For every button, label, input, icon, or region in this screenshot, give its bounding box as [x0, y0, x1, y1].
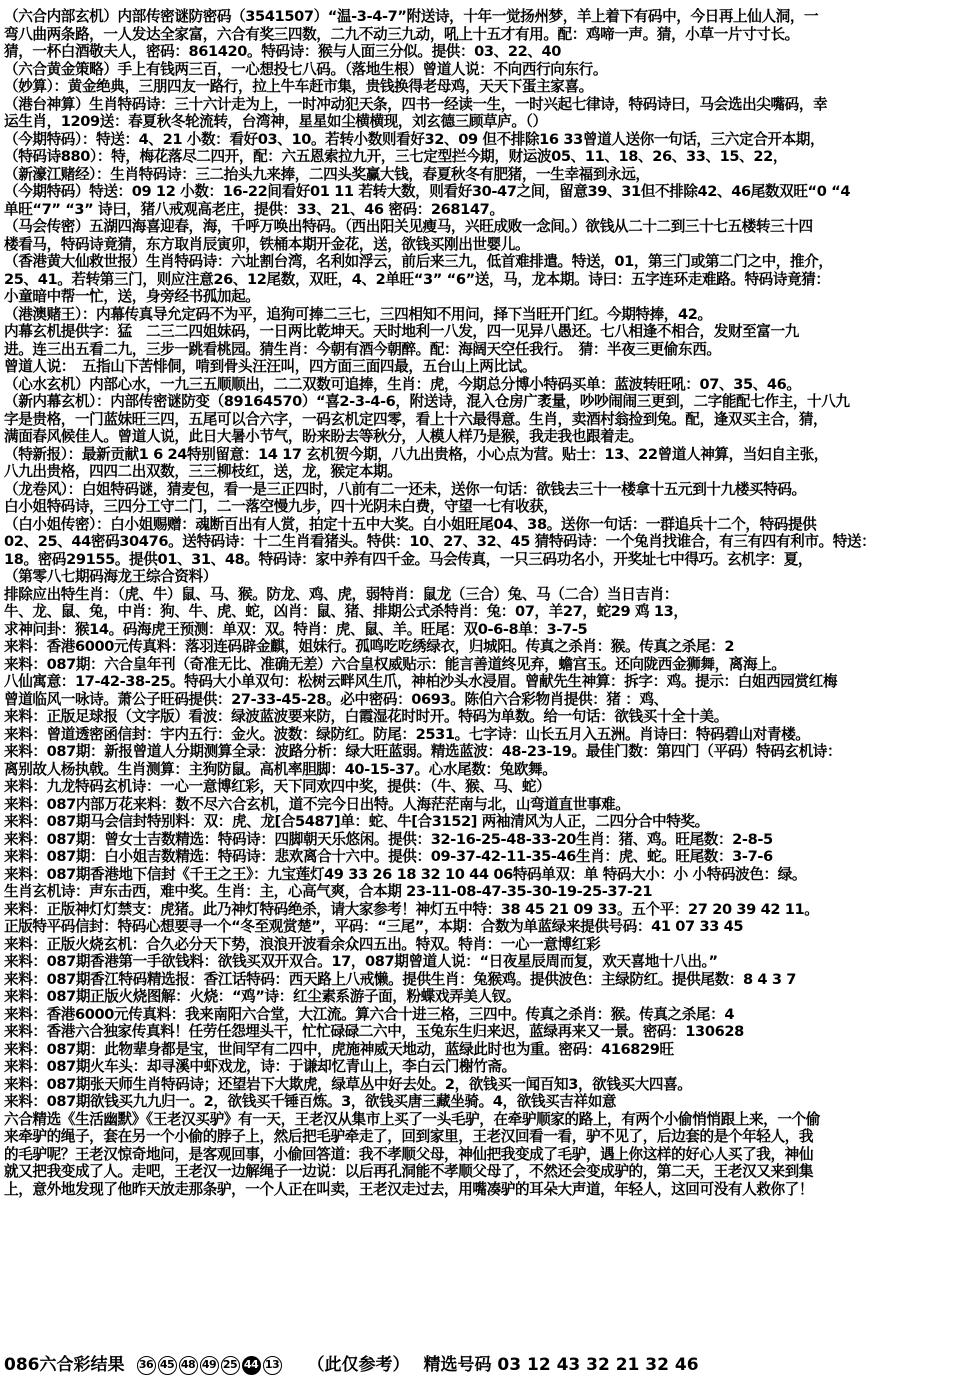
reference-note: （此仅参考）: [307, 1355, 410, 1375]
text-line: 25、41。若转第三门，则应注意26、12尾数，双旺，4、2单旺“3” “6”送，马，龙本期。诗曰：五字连环走难路。特码诗竟猜：: [4, 270, 830, 288]
text-line: （妙算）：黄金绝典，三朋四友一路行，拉上牛车赶市集，贵钱换得老母鸡，天天下蛋主家喜。: [4, 78, 593, 95]
text-line: 来料：087期马会信封特别料：双：虎、龙[合5487]单：蛇、牛[合3152] 两袖清风为人正，二四分合中特奖。: [4, 813, 709, 830]
result-label: 086六合彩结果: [4, 1355, 125, 1375]
text-line: 来料：香港6000元传真料：落羽连码辟金麒，姐妹行。孤鸣吃吃绣绿衣，归城阳。传真之杀肖：猴。传真之杀尾：2: [4, 638, 735, 655]
result-ball: 48: [179, 1356, 198, 1375]
text-line: 曾道临风一咏诗。萧公子旺码提供：27-33-45-28。必中密码：0693。陈伯六合彩物肖提供：猪 ：鸡、: [4, 690, 668, 708]
result-balls: [137, 1356, 282, 1375]
result-ball: 25: [221, 1356, 240, 1375]
text-line: 就又把我变成了人。走吧，王老汉一边解绳子一边说：以后再孔洞能不孝顺父母了，不然还会变成驴的，第二天，王老汉又来到集: [4, 1163, 814, 1180]
text-line: 来料：087期欲钱买九九归一。2，欲钱买千锤百炼。3，欲钱买唐三藏坐骑。4，欲钱买吉祥如意: [4, 1093, 617, 1110]
text-line: 离别故人杨执戟。生肖测算：主狗防鼠。高机率胆脚：40-15-37。心水尾数：兔欧舞。: [4, 760, 557, 778]
text-line: （白小姐传密）：白小姐赐赠：魂断百出有人赏，拍定十五中大奖。白小姐旺尾04、38。送你一句话：一群追兵十二个，特码提供: [4, 515, 817, 533]
text-line: 六合精选《生活幽默》《王老汉买驴》有一天，王老汉从集市上买了一头毛驴，在牵驴顺家的路上，有两个小偷悄悄跟上来，一个偷: [4, 1110, 820, 1128]
result-ball: 49: [200, 1356, 219, 1375]
text-line: （新濠江赌经）：生肖特码诗：三二抬头九来捧，二四头奖赢大钱，春夏秋冬有肥猪，一生幸福到永远，: [4, 165, 650, 183]
text-line: 的毛驴呢？王老汉惊奇地问，是客观回事，小偷回答道：我不孝顺父母，神仙把我变成了毛驴，遇上你这样的好心人买了我，神仙: [4, 1145, 814, 1163]
text-line: 牛、龙、鼠、兔，中肖：狗、牛、虎、蛇，凶肖：鼠、猪、排期公式杀特肖：兔：07，羊27，蛇29 鸡 13，: [4, 603, 688, 620]
text-line: 内幕玄机提供字：猛 二三二四姐妹码，一日两比乾坤天。天时地利一八发，四一见异八愚还。七八相逢不相合，发财至富一九: [4, 323, 799, 340]
text-line: 来料：九龙特码玄机诗：一心一意博红彩，天下同欢四中奖，提供：（牛、猴、马、蛇）: [4, 778, 551, 795]
text-line: 来料：087内部万花来料：数不尽六合玄机，道不完今日出特。人海茫茫南与北，山弯道直世事难。: [4, 795, 630, 813]
text-line: （港澳赌王）：内幕传真导允定码不为平，追狗可捧二三七，三四相知不用问，择下当旺开门红。今期特捧，42。: [4, 305, 712, 323]
text-line: 八九出贵格，四四二出双数，三三柳枝红，送，龙，猴定本期。: [4, 463, 402, 480]
text-line: 来料：087期香港地下信封《千王之王》：九宝莲灯49 33 26 18 32 10 44 06特码单双：单 特码大小：小 小特码波色：绿。: [4, 865, 807, 883]
text-line: （今期特码）特送：09 12 小数：16-22间看好01 11 若转大数，则看好30-47之间，留意39、31但不排除42、46尾数双旺“0 “4: [4, 183, 851, 200]
text-line: 来料：087期香港第一手欲钱料：欲钱买双开双合。17，087期曾道人说：“日夜星辰周而复，欢天喜地十八出。”: [4, 953, 718, 970]
text-line: 来料：香港6000元传真料：我来南阳六合堂，大江流。算六合十进三格，三四中。传真之杀肖：猴。传真之杀尾：4: [4, 1005, 735, 1023]
result-ball: 36: [137, 1356, 156, 1375]
text-line: 猜，一杯白酒敬夫人，密码：861420。特码诗：猴与人面三分似。提供：03、22、40: [4, 43, 562, 60]
text-line: （六合内部玄机）内部传密谜防密码（3541507）“温-3-4-7”附送诗，十年一觉扬州梦，羊上着下有码中，今日再上仙人洞，一: [4, 8, 819, 25]
text-line: 曾道人说： 五指山下苦悱侗，啃到骨头汪汪叫，四方面三面四最，五台山上两比试。: [4, 358, 537, 375]
text-line: 来料：087期香江特码精选报：香江话特码：西天路上八戒懒。提供生肖：兔猴鸡。提供波色：主绿防红。提供尾数：8 4 3 7: [4, 970, 797, 988]
text-line: 来料：087期张天师生肖特码诗；还望岩下大欺虎，绿草丛中好去处。2，欲钱买一闻百知3，欲钱买大四喜。: [4, 1075, 692, 1093]
text-line: 单旺“7” “3” 诗曰，猪八戒观高老庄，提供：33、21、46 密码：268147。: [4, 200, 504, 218]
text-line: 进。连三出五看二九，三步一跳看桃园。猜生肖：今朝有酒今朝醉。配：海阔天空任我行。 猜：半夜三更偷东西。: [4, 340, 721, 358]
text-line: （特新报）：最新贡献1 6 24特别留意：14 17 玄机贺今期，八九出贵格，小心点为营。贴士：13、22曾道人神算，当妇自主张，: [4, 445, 828, 463]
text-line: 运生肖，1209送：春夏秋冬轮流转，台湾神，星星如尘横横现，刘玄德三顾草庐。（）: [4, 113, 547, 130]
result-ball: 45: [158, 1356, 177, 1375]
text-line: （今期特码）：特送：4、21 小数：看好03、10。若转小数则看好32、09 但不排除16 33曾道人送你一句话，三六定合开本期，: [4, 130, 825, 148]
text-line: 来料：正版火烧玄机：合久必分天下势，浪浪开波看余众四五出。特双。特肖：一心一意博红彩: [4, 935, 601, 953]
text-line: 来料：曾道透密函信封：宇内五行：金火。波数：绿防红。防尾：2531。七字诗：山长五月入五洲。肖诗曰：特码碧山对青楼。: [4, 725, 810, 743]
text-line: 来料：087期：此物辈身都是宝，世间罕有二四中，虎施神威天地动，蓝绿此时也为重。密码：416829旺: [4, 1040, 674, 1058]
text-line: 18。密码29155。提供01、31、48。特码诗：家中养有四千金。马会传真，一只三码功名小，开奖址七中得巧。玄机字：夏，: [4, 550, 813, 568]
text-line: 求神问卦：猴14。码海虎王预测：单双：双。特肖：虎、鼠、羊。旺尾：双0-6-8单：3-7-5: [4, 620, 588, 638]
text-line: 来料：087期：曾女士吉数精选：特码诗：四脚朝天乐悠闲。提供：32-16-25-48-33-20生肖：猪、鸡。旺尾数：2-8-5: [4, 830, 773, 848]
selected-numbers: 精选号码 03 12 43 32 21 32 46: [423, 1355, 699, 1375]
text-line: （特码诗880）：特，梅花落尽二四开，配：六五恩索拉九开，三七定型拦今期，财运波05、11、18、26、33、15、22，: [4, 148, 788, 165]
text-line: 来料：087期火车头：却寻溪中虾戏龙，诗：于谦却忆青山上，李白云门榭竹斋。: [4, 1058, 516, 1075]
text-line: 八仙寓意：17-42-38-25。特码大小单双句：松树云畔风生爪，神柏沙头水浸眉。曾献先生神算：拆字：鸡。提示：白姐西园赏红梅: [4, 673, 838, 690]
text-line: 来料：正版神灯灯禁支：虎猪。此乃神灯特码绝杀，请大家参考！神灯五中特：38 45 21 09 33。五个平：27 20 39 42 11。: [4, 900, 819, 918]
text-line: （马会传密）五湖四海喜迎春，海，千呼万唤出特码。（西出阳关见瘦马，兴旺成败一念间。）欲钱从二十二到三十七五楼转三十四: [4, 218, 813, 235]
text-line: 02、25、44密码30476。送特码诗：十二生肖看猪头。特供：10、27、32、45 猜特码诗：一个兔肖找谁合，有三有四有利市。特送：: [4, 533, 876, 550]
result-footer: [4, 1352, 972, 1378]
text-line: 生肖玄机诗：声东击西，难中奖。生肖：主，心高气爽，合本期 23-11-08-47-35-30-19-25-37-21: [4, 883, 653, 900]
text-line: （港台神算）生肖特码诗：三十六计走为上，一时冲动犯天条，四书一经读一生，一时兴起七律诗，特码诗曰，马会选出尖嘴码，幸: [4, 95, 828, 113]
text-line: 正版特平码信封：特码心想要寻一个“冬至观赏楚”，平码：“三尾”，本期：合数为单蓝绿来提供号码：41 07 33 45: [4, 918, 744, 935]
text-line: 白小姐特码诗，三四分工守二门，二一落空慢九步，四十光阴未白费，守望一七有收获，: [4, 498, 558, 515]
text-line: 来料：087期：六合皇年刊（奇准无比、准确无差）六合皇权威贴示：能言善道终见弃，蟾宫玉。还向陇西金狮舞，离海上。: [4, 655, 786, 673]
text-line: 小童暗中帮一忙，送，身旁经书孤加起。: [4, 288, 260, 305]
text-line: （六合黄金策略）手上有钱两三百，一心想投七八码。（落地生根）曾道人说：不向西行向东行。: [4, 60, 608, 78]
text-line: 来牵驴的绳子，套在另一个小偷的脖子上，然后把毛驴牵走了，回到家里，王老汉回看一看，驴不见了，后边套的是个年轻人，我: [4, 1128, 814, 1145]
text-line: 字是贵格，一门蓝妹旺三四，五尾可以合六字，一码玄机定四零，看上十六最得意。生肖，卖酒村翁捡到兔。配，逢双买主合，猜，: [4, 410, 828, 428]
text-line: 弯八曲两条路，一人发达全家富，六合有奖三四数，二九不动三九动，吼上十五才有用。配：鸡啼一声。猜，小草一片寸寸长。: [4, 25, 799, 43]
text-line: （香港黄大仙救世报）生肖特码诗：六址割台湾，名利如浮云，前后来三九，低首难排遣。特送，01，第三门或第二门之中，推介，: [4, 253, 833, 270]
text-line: 来料：087期：白小姐吉数精选：特码诗：悲欢离合十六中。提供：09-37-42-11-35-46生肖：虎、蛇。旺尾数：3-7-6: [4, 848, 773, 865]
text-line: 上，意外地发现了他昨天放走那条驴，一个人正在叫卖，王老汉走过去，用嘴凑驴的耳朵大声道，年轻人，这回可没有人救你了！: [4, 1180, 814, 1198]
text-line: 排除应出特生肖：（虎、牛）鼠、马、猴。防龙、鸡、虎，弱特肖：鼠龙（三合）兔、马（二合）当日吉肖：: [4, 585, 679, 603]
text-line: （新内幕玄机）：内部传密谜防变（89164570）“喜2-3-4-6，附送诗，混入仓房广袤量，吵吵闹闹三更到，二字能配七作主，十八九: [4, 393, 850, 410]
result-ball: 44: [242, 1356, 261, 1375]
text-line: 来料：正版足球报（文字版）看波：绿波蓝波要来防，白霞湿花时时开。特码为单数。给一句话：欲钱买十全十美。: [4, 708, 728, 725]
text-line: （心水玄机）内部心水，一九三五顺顺出，二二双数可追捧，生肖：虎，今期总分博小特码买单：蓝波转旺吼：07、35、46。: [4, 375, 801, 393]
text-line: 来料：香港六合独家传真料！任劳任怨埋头干，忙忙碌碌二六中，玉兔东生归来迟，蓝绿再来又一景。密码：130628: [4, 1023, 744, 1040]
text-line: 楼看马，特码诗竟猜，东方取肖辰寅卯，铁桶本期开金花，送，欲钱买刚出世婴儿。: [4, 235, 530, 253]
result-ball-special: 13: [263, 1356, 282, 1375]
text-line: 满面春风候佳人。曾道人说，此日大暑小节气，盼来盼去等秋分，人模人样乃是猴，我走我也跟着走。: [4, 428, 643, 445]
text-line: （龙卷风）：白姐特码谜，猜麦包，看一是三正四时，八前有二一还未，送你一句话：欲钱去三十一楼拿十五元到十九楼买特码。: [4, 480, 806, 498]
text-line: 来料：087期正版火烧图解：火烧：“鸡”诗：红尘素系游子面，粉蝶戏弄美人钗。: [4, 988, 521, 1005]
text-line: 来料：087期：新报曾道人分期测算全录：波路分析：绿大旺蓝弱。精选蓝波：48-23-19。最佳门数：第四门（平码）特码玄机诗：: [4, 743, 842, 760]
text-line: （第零八七期码海龙王综合资料）: [4, 568, 217, 585]
